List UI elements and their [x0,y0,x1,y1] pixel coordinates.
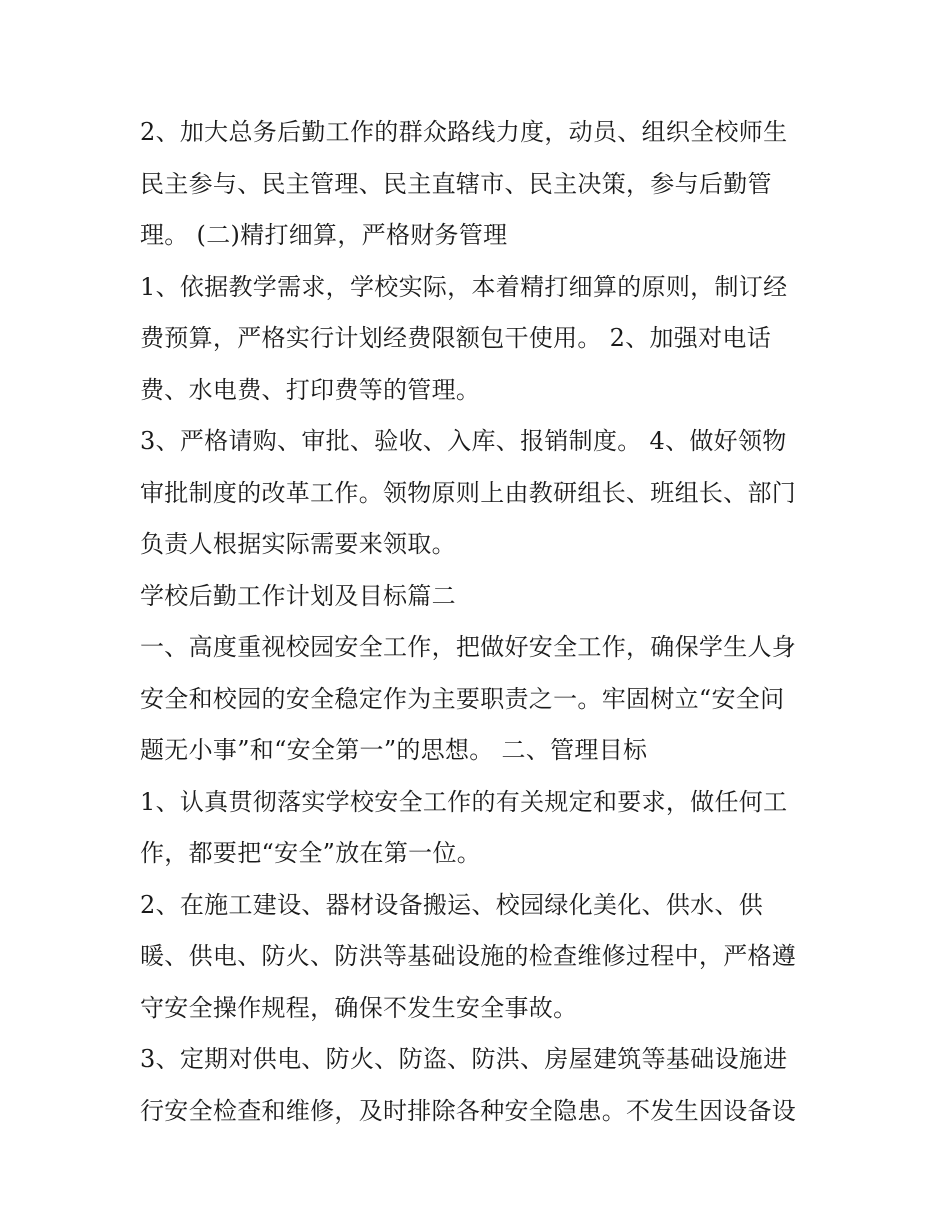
text-line: 民主参与、民主管理、民主直辖市、民主决策，参与后勤管 [140,169,772,198]
paragraph-6 [140,777,820,880]
text-line: 2、在施工建设、器材设备搬运、校园绿化美化、供水、供 [140,890,764,919]
text-line: 3、严格请购、审批、验收、入库、报销制度。 4、做好领物 [140,427,787,455]
text-line: 负责人根据实际需要来领取。 [140,530,456,558]
text-line: 1、依据教学需求，学校实际，本着精打细算的原则，制订经 [140,272,788,301]
text-line: 费、水电费、打印费等的管理。 [140,375,481,404]
text-line: 安全和校园的安全稳定作为主要职责之一。牢固树立“安全问 [140,684,785,713]
text-line: 理。 (二)精打细算，严格财务管理 [140,221,508,249]
text-line: 一、高度重视校园安全工作，把做好安全工作，确保学生人身 [140,633,797,661]
text-line: 题无小事”和“安全第一”的思想。 二、管理目标 [140,736,648,764]
paragraph-3 [140,416,820,571]
paragraph-2 [140,262,820,417]
paragraph-1 [140,107,820,262]
paragraph-5 [140,622,820,777]
text-line: 暖、供电、防火、防洪等基础设施的检查维修过程中，严格遵 [140,942,797,970]
text-line: 守安全操作规程，确保不发生安全事故。 [140,993,578,1022]
paragraph-7 [140,880,820,1035]
document-body [140,107,820,1137]
text-line: 行安全检查和维修，及时排除各种安全隐患。不发生因设备设 [140,1096,797,1125]
text-line: 1、认真贯彻落实学校安全工作的有关规定和要求，做任何工 [140,787,788,816]
text-line: 3、定期对供电、防火、防盗、防洪、房屋建筑等基础设施进 [140,1045,788,1073]
paragraph-8 [140,1034,820,1137]
text-line: 审批制度的改革工作。领物原则上由教研组长、班组长、部门 [140,478,797,507]
text-line: 费预算，严格实行计划经费限额包干使用。 2、加强对电话 [140,324,771,352]
section-heading [140,571,820,623]
heading-text: 学校后勤工作计划及目标篇二 [140,581,456,610]
text-line: 作，都要把“安全”放在第一位。 [140,839,482,867]
text-line: 2、加大总务后勤工作的群众路线力度，动员、组织全校师生 [140,118,788,146]
